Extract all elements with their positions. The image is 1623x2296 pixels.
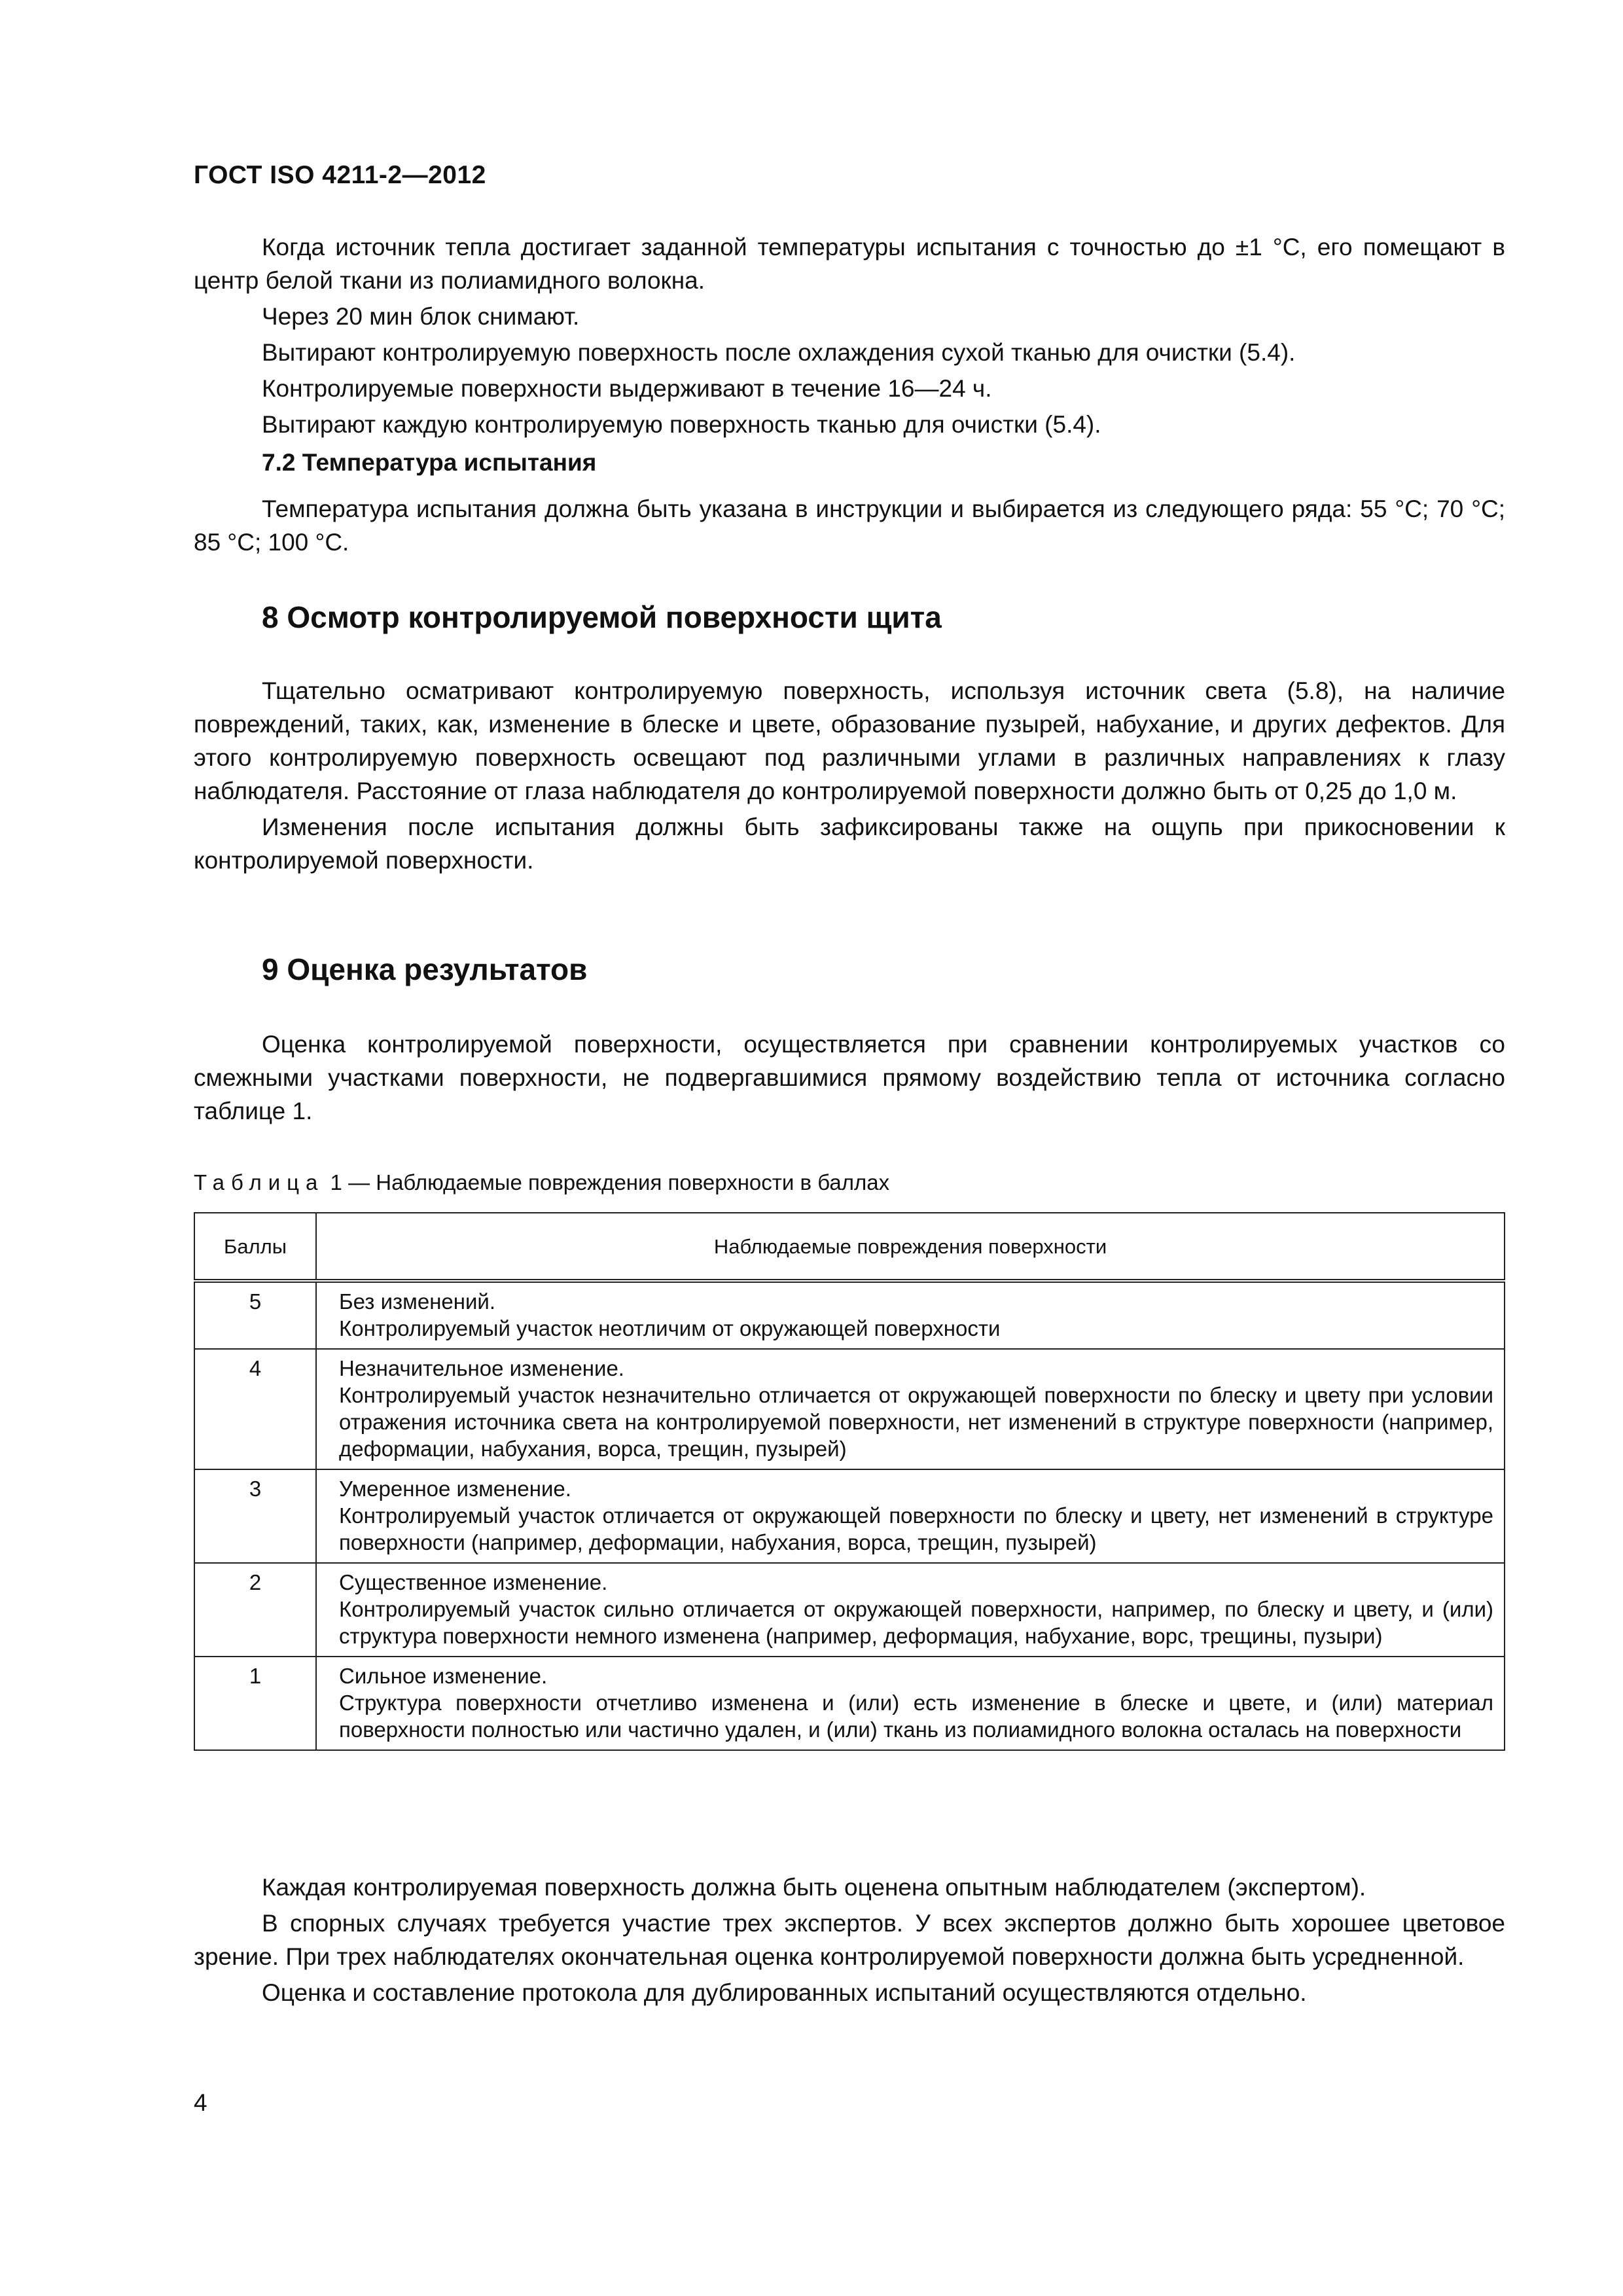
paragraph: Вытирают контролируемую поверхность после охлаждения сухой тканью для очистки (5.4). (262, 339, 1296, 366)
description-title: Умеренное изменение. (339, 1477, 571, 1501)
table-header-row (194, 1213, 1505, 1281)
page-number: 4 (194, 2089, 207, 2116)
description-cell (316, 1563, 1505, 1657)
description-title: Сильное изменение. (339, 1664, 548, 1688)
paragraph: Тщательно осматривают контролируемую поверхность, используя источник света (5.8), на наличие повреждений, таких, как, изменение в блеске и цвете, образование пузырей, набухание, и других дефектов. Для этого контролируемую поверхность освещают под различными углами в различных направлениях к глазу наблюдателя. Расстояние от глаза наблюдателя до контролируемой поверхности должно быть от 0,25 до 1,0 м. (194, 677, 1505, 804)
description-cell (316, 1281, 1505, 1349)
description-text: Контролируемый участок сильно отличается от окружающей поверхности, например, по блеску и цвету, и (или) структура поверхности немного изменена (например, деформация, набухание, ворс, трещины, пузыри) (339, 1597, 1493, 1648)
table-caption-title: 1 — Наблюдаемые повреждения поверхности в баллах (324, 1170, 890, 1194)
section-7-2-text (194, 492, 1505, 562)
paragraph: Каждая контролируемая поверхность должна быть оценена опытным наблюдателем (экспертом). (262, 1874, 1366, 1901)
subsection-heading-7-2: 7.2 Температура испытания (262, 449, 597, 476)
paragraph: В спорных случаях требуется участие трех экспертов. У всех экспертов должно быть хорошее цветовое зрение. При трех наблюдателях окончательная оценка контролируемой поверхности должна быть усредненной. (194, 1910, 1505, 1970)
description-cell (316, 1469, 1505, 1563)
paragraph: Когда источник тепла достигает заданной температуры испытания с точностью до ±1 °С, его помещают в центр белой ткани из полиамидного волокна. (194, 234, 1505, 294)
paragraph: Температура испытания должна быть указана в инструкции и выбирается из следующего ряда: 55 °С; 70 °С; 85 °С; 100 °С. (194, 495, 1505, 556)
description-text: Контролируемый участок незначительно отличается от окружающей поверхности по блеску и цвету при условии отражения источника света на контролируемой поверхности, нет изменений в структуре поверхности (например, деформации, набухания, ворса, трещин, пузырей) (339, 1383, 1493, 1461)
score-cell: 3 (194, 1469, 316, 1563)
paragraph: Контролируемые поверхности выдерживают в течение 16—24 ч. (262, 375, 992, 402)
section-8-text (194, 674, 1505, 880)
table-caption-word: Таблица (194, 1170, 325, 1194)
description-title: Существенное изменение. (339, 1570, 608, 1594)
paragraph: Изменения после испытания должны быть зафиксированы также на ощупь при прикосновении к контролируемой поверхности. (194, 814, 1505, 874)
section-9-text (194, 1028, 1505, 1130)
description-cell (316, 1349, 1505, 1469)
score-cell: 4 (194, 1349, 316, 1469)
score-cell: 2 (194, 1563, 316, 1657)
section-heading-8: 8 Осмотр контролируемой поверхности щита (262, 600, 942, 634)
section-heading-9: 9 Оценка результатов (262, 952, 588, 986)
paragraph: Вытирают каждую контролируемую поверхность тканью для очистки (5.4). (262, 411, 1101, 438)
intro-text-block (194, 230, 1505, 444)
table-row (194, 1349, 1505, 1469)
score-cell: 5 (194, 1281, 316, 1349)
description-title: Незначительное изменение. (339, 1356, 624, 1380)
score-cell: 1 (194, 1657, 316, 1750)
table-row (194, 1469, 1505, 1563)
description-title: Без изменений. (339, 1289, 496, 1314)
description-cell (316, 1657, 1505, 1750)
column-header-score: Баллы (194, 1213, 316, 1281)
table-row (194, 1657, 1505, 1750)
description-text: Контролируемый участок неотличим от окружающей поверхности (339, 1316, 1001, 1340)
description-text: Структура поверхности отчетливо изменена и (или) есть изменение в блеске и цвете, и (или) материал поверхности полностью или частично удален, и (или) ткань из полиамидного волокна осталась на поверхности (339, 1691, 1493, 1742)
description-text: Контролируемый участок отличается от окружающей поверхности по блеску и цвету, нет изменений в структуре поверхности (например, деформации, набухания, ворса, трещин, пузырей) (339, 1503, 1493, 1554)
column-header-description: Наблюдаемые повреждения поверхности (316, 1213, 1505, 1281)
table-caption (194, 1170, 889, 1195)
closing-text-block (194, 1871, 1505, 2012)
table-row (194, 1281, 1505, 1349)
table-row (194, 1563, 1505, 1657)
damage-rating-table (194, 1212, 1505, 1751)
document-code-header: ГОСТ ISO 4211-2—2012 (194, 161, 486, 189)
paragraph: Оценка и составление протокола для дублированных испытаний осуществляются отдельно. (262, 1979, 1307, 2006)
paragraph: Через 20 мин блок снимают. (262, 303, 580, 330)
paragraph: Оценка контролируемой поверхности, осуществляется при сравнении контролируемых участков со смежными участками поверхности, не подвергавшимися прямому воздействию тепла от источника согласно таблице 1. (194, 1031, 1505, 1124)
